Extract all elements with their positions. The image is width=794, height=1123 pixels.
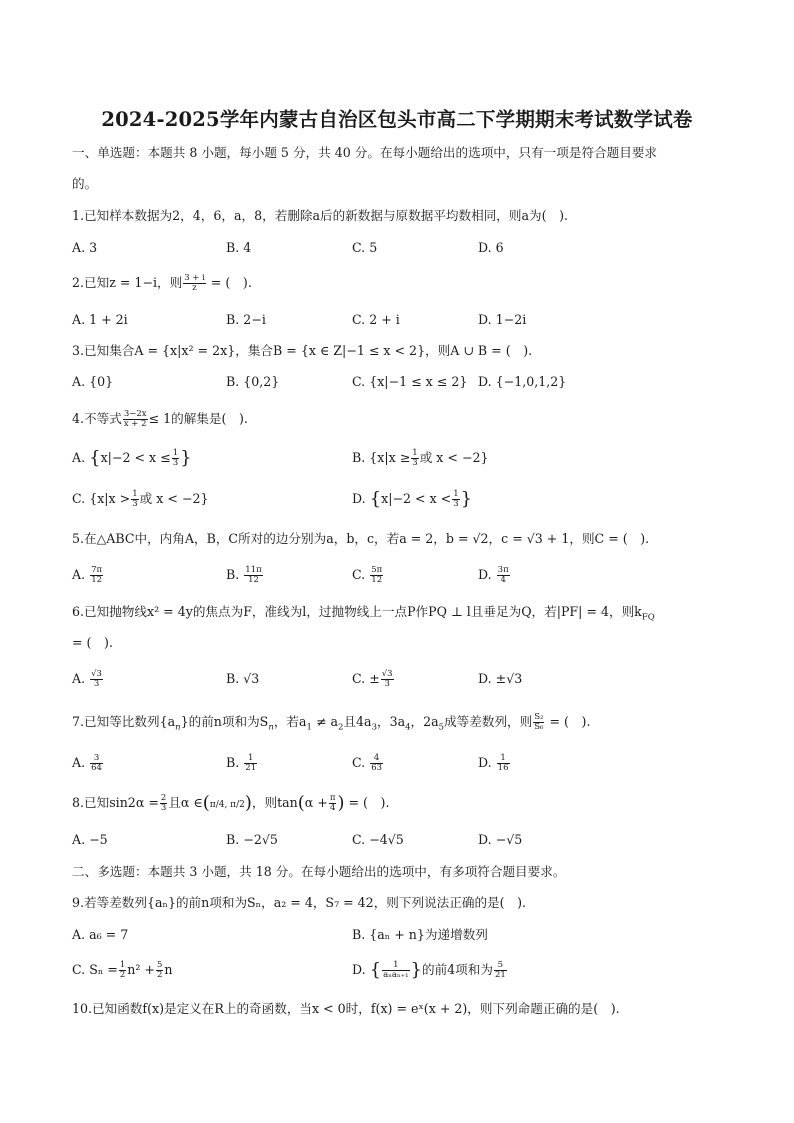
frac-num: 1 (382, 961, 409, 971)
q7-sub: n (268, 722, 274, 733)
frac-den: S₆ (534, 722, 544, 732)
right-paren: ) (337, 792, 345, 814)
q4-option-b (352, 449, 489, 468)
option-label: B. (226, 567, 240, 582)
option-label: C. (352, 567, 366, 582)
q6-option-b: B. √3 (226, 671, 260, 686)
q6-option-a (72, 670, 104, 689)
q7-text: 且4a (343, 714, 372, 729)
q5-option-b (226, 566, 264, 585)
q6-option-c (352, 670, 395, 689)
frac-den: 12 (371, 575, 383, 585)
right-paren: ) (244, 792, 252, 814)
q3-option-b: B. {0,2} (226, 374, 280, 389)
option-label: C. (352, 755, 366, 770)
frac-den: 3 (384, 679, 390, 689)
q7-option-c-fraction (370, 754, 383, 773)
q4-option-c-fraction (131, 490, 138, 509)
q7-stem (72, 713, 590, 737)
option-label: A. (72, 755, 86, 770)
q4-option-a-label: A. (72, 450, 90, 465)
q8-interval: π/4, π/2 (209, 800, 245, 810)
q7-text: 7.已知等比数列{a (72, 714, 176, 729)
q4-fraction (123, 410, 148, 429)
q4-option-b-pre: B. {x|x ≥ (352, 450, 411, 465)
q2-option-b: B. 2−i (226, 312, 266, 327)
frac-den: 3 (132, 499, 138, 509)
q7-fraction (533, 713, 544, 732)
q6-option-c-fraction (381, 670, 394, 689)
option-label: B. (226, 755, 240, 770)
q8-text: = ( ). (344, 795, 390, 810)
q5-option-a-fraction (90, 566, 103, 585)
frac-num: 1 (172, 448, 179, 458)
q2-option-d: D. 1−2i (478, 312, 527, 327)
frac-num: 5 (156, 960, 163, 970)
q8-fraction (160, 794, 167, 813)
frac-num: 1 (119, 960, 126, 970)
option-label: D. (478, 755, 492, 770)
q8-option-b: B. −2√5 (226, 832, 278, 847)
q7-text: ，2a (410, 714, 439, 729)
q4-option-d-label: D. (352, 491, 370, 506)
q7-text: }的前n项和为S (180, 714, 269, 729)
q7-sub: 3 (371, 722, 377, 733)
q8-stem (72, 794, 389, 814)
q7-option-a-fraction (90, 754, 103, 773)
q4-option-d-fraction (452, 490, 459, 509)
q2-stem (72, 274, 252, 293)
q2-frac-den: z (192, 283, 197, 293)
section1-header-cont: 的。 (72, 176, 98, 191)
q10-stem: 10.已知函数f(x)是定义在R上的奇函数，当x < 0时，f(x) = eˣ(x + 2)，则下列命题正确的是( ). (72, 1001, 620, 1016)
q9-c-text: n² + (127, 962, 155, 977)
frac-num: 3π (497, 565, 509, 575)
q6-stem (72, 603, 655, 627)
q4-stem-post: ≤ 1的解集是( ). (148, 411, 248, 426)
frac-den: 2 (119, 970, 126, 980)
left-brace: { (369, 959, 382, 981)
q2-fraction (183, 274, 206, 293)
frac-num: √3 (91, 669, 102, 679)
frac-num: 1 (497, 754, 510, 764)
q4-option-c (72, 490, 208, 509)
frac-num: 5 (494, 961, 507, 971)
q5-option-b-fraction (244, 566, 262, 585)
frac-num: √3 (381, 669, 393, 679)
q2-option-a: A. 1 + 2i (72, 312, 128, 327)
frac-den: 4 (500, 575, 506, 585)
q7-option-d (478, 754, 511, 773)
frac-den: 21 (494, 970, 506, 980)
q2-stem-post: = ( ). (206, 275, 252, 290)
option-label: D. (352, 962, 366, 977)
q1-option-a: A. 3 (72, 240, 98, 255)
frac-num: 1 (132, 489, 138, 499)
q9-stem: 9.若等差数列{aₙ}的前n项和为Sₙ，a₂ = 4，S₇ = 42，则下列说法正确的是( ). (72, 895, 527, 910)
right-brace: } (410, 959, 422, 981)
left-paren: ( (297, 792, 305, 814)
q3-stem: 3.已知集合A = {x|x² = 2x}，集合B = {x ∈ Z|−1 ≤ x < 2}，则A ∪ B = ( ). (72, 343, 533, 358)
frac-den: 3 (93, 679, 100, 689)
frac-den: 12 (91, 575, 103, 585)
q8-option-d: D. −√5 (478, 832, 523, 847)
q2-stem-pre: 2.已知z = 1−i，则 (72, 275, 183, 290)
q5-option-d (478, 566, 511, 585)
frac-num: 1 (244, 754, 257, 764)
q4-option-d-body: x|−2 < x < (381, 491, 452, 506)
q7-option-d-fraction (497, 754, 510, 773)
q8-option-a: A. −5 (72, 832, 108, 847)
q7-sub: 1 (306, 722, 312, 733)
q4-option-b-post: 或 x < −2} (419, 450, 489, 465)
frac-den: 4 (329, 803, 336, 813)
q9-d-fraction (382, 961, 409, 980)
q4-option-a (72, 449, 192, 468)
frac-num: 4 (370, 754, 383, 764)
q7-option-a (72, 754, 104, 773)
q8-option-c: C. −4√5 (352, 832, 404, 847)
q7-option-c (352, 754, 384, 773)
section1-header: 一、单选题：本题共 8 小题，每小题 5 分，共 40 分。在每小题给出的选项中，只有一项是符合题目要求 (72, 145, 658, 160)
left-brace: { (369, 488, 382, 510)
option-label: A. (72, 567, 86, 582)
option-label: A. (72, 671, 86, 686)
q7-text: ，若a (273, 714, 307, 729)
q8-text: 8.已知sin2α = (72, 795, 159, 810)
q9-c-fraction-1 (119, 961, 126, 980)
left-brace: { (89, 447, 101, 469)
q7-option-b (226, 754, 258, 773)
frac-den: 2 (156, 970, 163, 980)
q7-sub: n (175, 722, 181, 733)
frac-den: 3 (412, 458, 418, 468)
frac-den: 3 (160, 803, 167, 813)
q5-option-c-fraction (370, 566, 383, 585)
q4-option-d (352, 490, 472, 509)
q9-c-fraction-2 (156, 961, 163, 980)
q9-option-a: A. a₆ = 7 (72, 927, 129, 942)
q4-option-c-post: 或 x < −2} (139, 491, 209, 506)
q3-option-d: D. {−1,0,1,2} (478, 374, 567, 389)
q7-text: ≠ a (311, 714, 339, 729)
q4-option-a-body: x|−2 < x ≤ (100, 450, 171, 465)
frac-num: 7π (91, 565, 103, 575)
q7-sub: 4 (405, 722, 411, 733)
q6-stem-text: 6.已知抛物线x² = 4y的焦点为F，准线为l，过抛物线上一点P作PQ ⊥ l且垂足为Q，若|PF| = 4，则k (72, 604, 642, 619)
q8-text: ，则tan (251, 795, 298, 810)
frac-den: 21 (245, 763, 257, 773)
right-brace: } (460, 488, 473, 510)
q7-text: 成等差数列，则 (444, 714, 533, 729)
frac-num: 11π (245, 565, 262, 575)
q2-frac-num: 3 + i (184, 273, 205, 283)
frac-num: 1 (412, 448, 418, 458)
frac-den: 64 (91, 763, 102, 773)
frac-den: aₙaₙ₊₁ (383, 970, 409, 980)
q6-stem-subscript: FQ (641, 612, 655, 623)
q2-option-c: C. 2 + i (352, 312, 400, 327)
q8-tan-arg: α + (304, 795, 328, 810)
q9-option-b: B. {aₙ + n}为递增数列 (352, 927, 488, 942)
frac-num: 1 (453, 489, 459, 499)
q3-option-c: C. {x|−1 ≤ x ≤ 2} (352, 374, 468, 389)
q4-stem-pre: 4.不等式 (72, 411, 122, 426)
q1-option-b: B. 4 (226, 240, 252, 255)
q9-option-c (72, 961, 173, 980)
q4-option-c-pre: C. {x|x > (72, 491, 131, 506)
q7-sub: 2 (338, 722, 344, 733)
q9-c-text: C. Sₙ = (72, 962, 118, 977)
q4-option-b-fraction (411, 449, 418, 468)
frac-num: π (329, 793, 336, 803)
q7-option-b-fraction (244, 754, 257, 773)
section2-header: 二、多选题：本题共 3 小题，共 18 分。在每小题给出的选项中，有多项符合题目要求。 (72, 864, 566, 879)
left-paren: ( (202, 792, 210, 814)
q5-option-c (352, 566, 384, 585)
right-brace: } (180, 447, 192, 469)
frac-den: 3 (453, 499, 459, 509)
q1-stem: 1.已知样本数据为2，4，6，a，8，若删除a后的新数据与原数据平均数相同，则a为( ). (72, 208, 569, 223)
frac-den: 3 (172, 458, 179, 468)
q6-option-a-fraction (90, 670, 103, 689)
q6-option-d: D. ±√3 (478, 671, 523, 686)
exam-title: 2024-2025学年内蒙古自治区包头市高二下学期期末考试数学试卷 (101, 108, 693, 131)
q6-stem-cont: = ( ). (72, 635, 113, 650)
q7-sub: 5 (438, 722, 445, 733)
q5-stem: 5.在△ABC中，内角A，B，C所对的边分别为a，b，c，若a = 2，b = √2，c = √3 + 1，则C = ( ). (72, 531, 650, 546)
q1-option-c: C. 5 (352, 240, 378, 255)
q4-stem (72, 410, 248, 429)
q4-frac-den: x + 2 (123, 419, 147, 429)
q1-option-d: D. 6 (478, 240, 504, 255)
q5-option-a (72, 566, 104, 585)
q4-frac-num: 3−2x (123, 409, 147, 419)
frac-num: 5π (371, 565, 383, 575)
q8-text: 且α ∈ (168, 795, 203, 810)
q9-c-text: n (164, 962, 173, 977)
frac-den: 16 (497, 763, 509, 773)
frac-num: 3 (90, 754, 103, 764)
frac-den: 63 (371, 763, 383, 773)
q9-option-d (352, 961, 508, 980)
frac-den: 12 (248, 575, 259, 585)
frac-num: 2 (160, 793, 167, 803)
q7-text: = ( ). (545, 714, 591, 729)
q4-option-a-fraction (172, 449, 179, 468)
q7-text: ，3a (376, 714, 406, 729)
q3-option-a: A. {0} (72, 374, 114, 389)
frac-num: S₂ (534, 712, 544, 722)
q8-tan-fraction (329, 794, 337, 813)
q9-d-text: 的前4项和为 (421, 962, 493, 977)
option-label: C. ± (352, 671, 380, 686)
option-label: D. (478, 567, 492, 582)
q9-d-fraction-2 (494, 961, 507, 980)
q5-option-d-fraction (497, 566, 510, 585)
